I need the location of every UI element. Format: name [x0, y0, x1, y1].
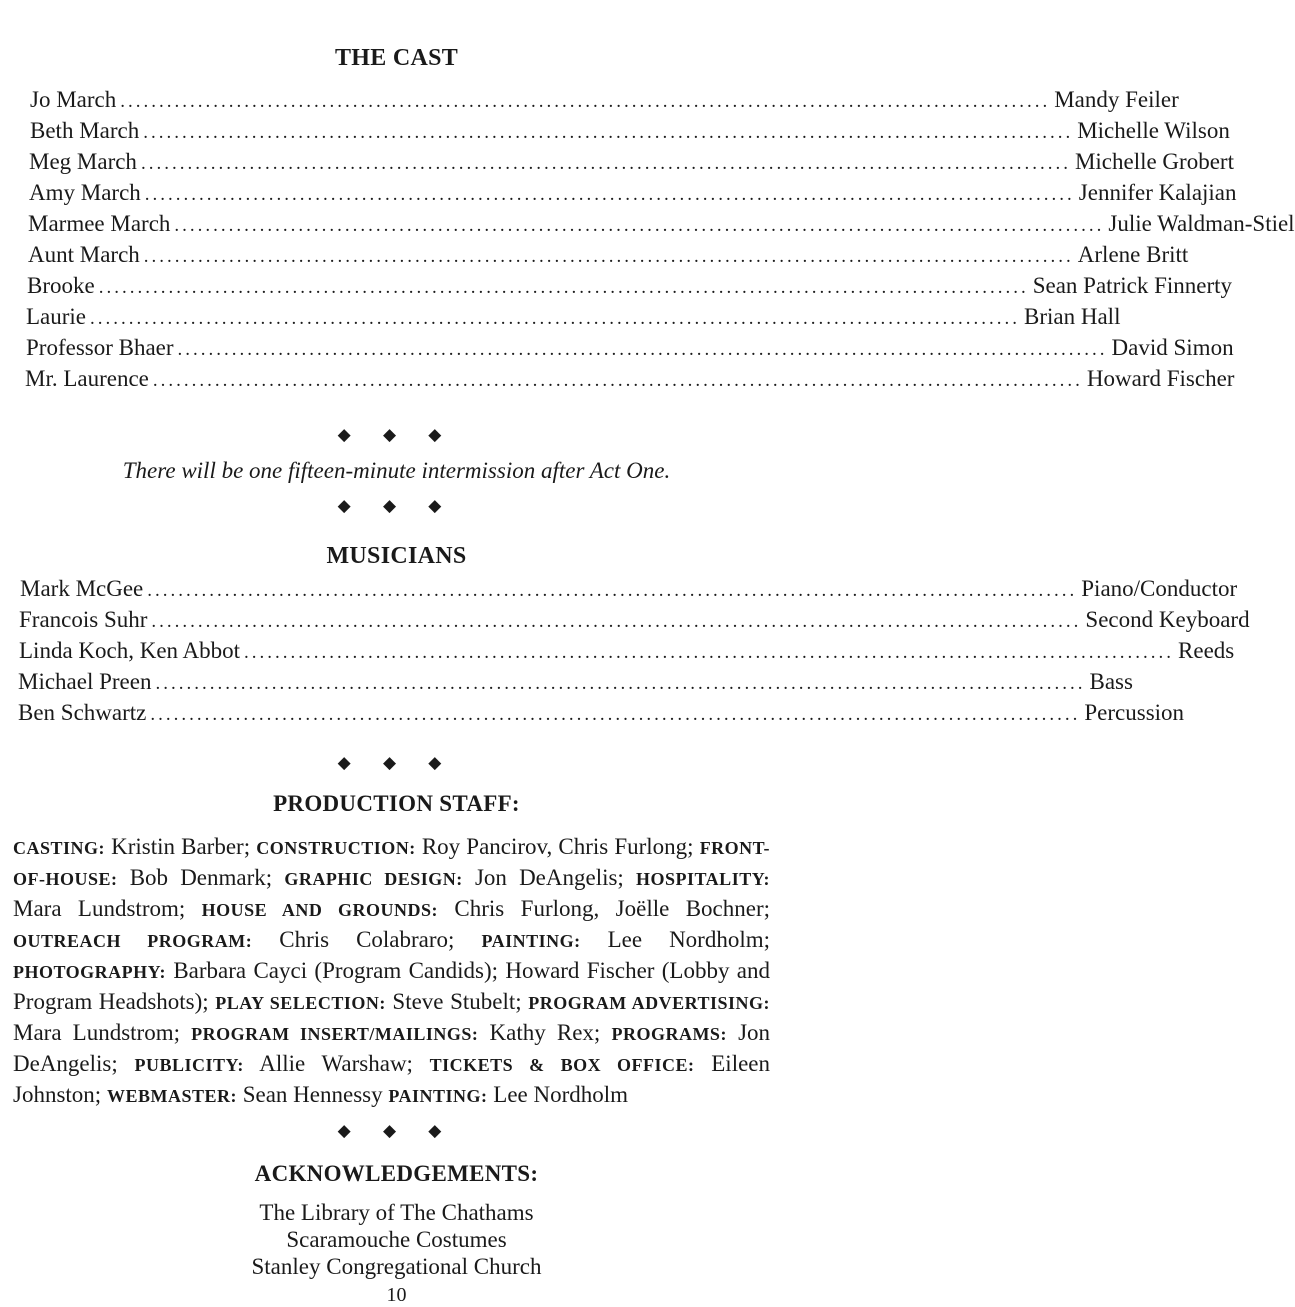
intermission-note: There will be one fifteen-minute intermission after Act One.: [122, 458, 671, 483]
cast-actor: Howard Fischer: [1086, 366, 1235, 391]
cast-row: [29, 146, 1234, 179]
cast-role: Meg March: [29, 149, 137, 174]
diamond-ornament: ◆ ◆ ◆: [337, 496, 456, 515]
credit-value: Mara Lundstrom;: [13, 896, 186, 921]
credit-value: Eileen Johnston;: [13, 1051, 770, 1107]
musician-name: Linda Koch, Ken Abbot: [19, 638, 241, 663]
credit-label: PAINTING:: [388, 1086, 488, 1106]
credit-label: OUTREACH PROGRAM:: [13, 931, 253, 951]
cast-role: Professor Bhaer: [26, 335, 174, 360]
credit-value: Lee Nordholm: [493, 1082, 629, 1107]
dot-leader: ........................................................................................................................: [98, 277, 1029, 298]
credit-label: HOUSE AND GROUNDS:: [201, 900, 439, 920]
acknowledgements-heading: ACKNOWLEDGEMENTS:: [254, 1161, 539, 1186]
musician-name: Michael Preen: [18, 669, 152, 694]
credit-label: PLAY SELECTION:: [215, 993, 386, 1013]
dot-leader: ........................................................................................................................: [143, 246, 1074, 267]
cast-actor: Arlene Britt: [1077, 242, 1189, 267]
credit-value: Mara Lundstrom;: [13, 1020, 180, 1045]
dot-leader: ........................................................................................................................: [143, 122, 1074, 143]
cast-actor: Michelle Wilson: [1077, 118, 1230, 143]
cast-row: [26, 301, 1121, 334]
credit-label: HOSPITALITY:: [636, 869, 771, 889]
cast-row: [28, 239, 1189, 272]
credit-value: Sean Hennessy: [242, 1082, 383, 1107]
credit-label: WEBMASTER:: [106, 1086, 237, 1106]
cast-actor: Mandy Feiler: [1054, 87, 1179, 112]
musician-row: [18, 697, 1185, 730]
production-staff-heading: PRODUCTION STAFF:: [273, 791, 520, 816]
credit-label: GRAPHIC DESIGN:: [284, 869, 463, 889]
dot-leader: ........................................................................................................................: [244, 642, 1175, 663]
dot-leader: ........................................................................................................................: [144, 184, 1075, 205]
dot-leader: ........................................................................................................................: [90, 308, 1021, 329]
musician-name: Ben Schwartz: [18, 700, 147, 725]
cast-actor: Jennifer Kalajian: [1078, 180, 1237, 205]
credit-label: PROGRAM INSERT/MAILINGS:: [191, 1024, 479, 1044]
musician-name: Mark McGee: [20, 576, 144, 601]
cast-actor: Michelle Grobert: [1074, 149, 1234, 174]
credit-label: PROGRAMS:: [611, 1024, 727, 1044]
dot-leader: ........................................................................................................................: [120, 91, 1051, 112]
cast-row: [29, 177, 1237, 210]
credit-label: TICKETS & BOX OFFICE:: [429, 1055, 695, 1075]
acknowledgement-line: Scaramouche Costumes: [286, 1227, 507, 1252]
diamond-ornament: ◆ ◆ ◆: [337, 753, 456, 772]
diamond-ornament: ◆ ◆ ◆: [337, 1121, 456, 1140]
credit-label: PAINTING:: [481, 931, 581, 951]
musician-part: Piano/Conductor: [1081, 576, 1238, 601]
cast-row: [25, 363, 1235, 396]
credit-label: CASTING:: [13, 838, 106, 858]
credit-value: Jon DeAngelis;: [13, 1020, 771, 1076]
dot-leader: ........................................................................................................................: [152, 370, 1083, 391]
credit-label: PUBLICITY:: [134, 1055, 244, 1075]
credit-value: Steve Stubelt;: [392, 989, 522, 1014]
cast-role: Aunt March: [28, 242, 140, 267]
cast-role: Beth March: [30, 118, 140, 143]
credit-label: PROGRAM ADVERTISING:: [528, 993, 771, 1013]
credit-label: CONSTRUCTION:: [256, 838, 416, 858]
cast-actor: Julie Waldman-Stiel: [1108, 211, 1295, 236]
cast-row: [26, 332, 1234, 365]
cast-actor: David Simon: [1111, 335, 1234, 360]
musician-part: Percussion: [1084, 700, 1185, 725]
musician-row: [20, 573, 1238, 606]
diamond-ornament: ◆ ◆ ◆: [337, 425, 456, 444]
cast-role: Laurie: [26, 304, 87, 329]
cast-row: [27, 270, 1233, 303]
cast-role: Mr. Laurence: [25, 366, 149, 391]
musician-row: [19, 635, 1235, 668]
musician-part: Bass: [1089, 669, 1133, 694]
musician-row: [19, 604, 1250, 637]
cast-role: Marmee March: [28, 211, 171, 236]
credit-value: Barbara Cayci (Program Candids); Howard Fischer (Lobby and Program Headshots);: [13, 958, 771, 1014]
acknowledgement-line: Stanley Congregational Church: [251, 1254, 542, 1279]
cast-actor: Brian Hall: [1024, 304, 1121, 329]
dot-leader: ........................................................................................................................: [177, 339, 1108, 360]
musicians-heading: MUSICIANS: [326, 543, 467, 569]
cast-row: [28, 208, 1295, 241]
credit-value: Lee Nordholm;: [607, 927, 771, 952]
dot-leader: ........................................................................................................................: [140, 153, 1071, 174]
dot-leader: ........................................................................................................................: [150, 704, 1081, 725]
musician-row: [18, 666, 1133, 699]
credit-value: Kathy Rex;: [489, 1020, 601, 1045]
acknowledgement-line: The Library of The Chathams: [259, 1200, 534, 1225]
cast-role: Amy March: [29, 180, 141, 205]
production-staff-credits: [13, 832, 770, 1111]
cast-heading: THE CAST: [334, 45, 459, 71]
credit-value: Jon DeAngelis;: [474, 865, 624, 890]
musician-part: Second Keyboard: [1085, 607, 1250, 632]
credit-label: FRONT-OF-HOUSE:: [13, 838, 771, 889]
cast-actor: Sean Patrick Finnerty: [1032, 273, 1233, 298]
musician-name: Francois Suhr: [19, 607, 148, 632]
page-number: 10: [386, 1284, 407, 1306]
credit-value: Allie Warshaw;: [259, 1051, 413, 1076]
musician-part: Reeds: [1178, 638, 1235, 663]
credit-value: Roy Pancirov, Chris Furlong;: [421, 834, 694, 859]
dot-leader: ........................................................................................................................: [151, 611, 1082, 632]
credit-value: Chris Furlong, Joëlle Bochner;: [454, 896, 771, 921]
cast-role: Brooke: [27, 273, 95, 298]
credit-value: Chris Colabraro;: [279, 927, 455, 952]
dot-leader: ........................................................................................................................: [147, 580, 1078, 601]
dot-leader: ........................................................................................................................: [174, 215, 1105, 236]
credit-value: Bob Denmark;: [129, 865, 273, 890]
cast-role: Jo March: [30, 87, 117, 112]
credit-label: PHOTOGRAPHY:: [13, 962, 167, 982]
dot-leader: ........................................................................................................................: [155, 673, 1086, 694]
cast-row: [30, 84, 1179, 117]
cast-row: [30, 115, 1230, 148]
credit-value: Kristin Barber;: [111, 834, 251, 859]
